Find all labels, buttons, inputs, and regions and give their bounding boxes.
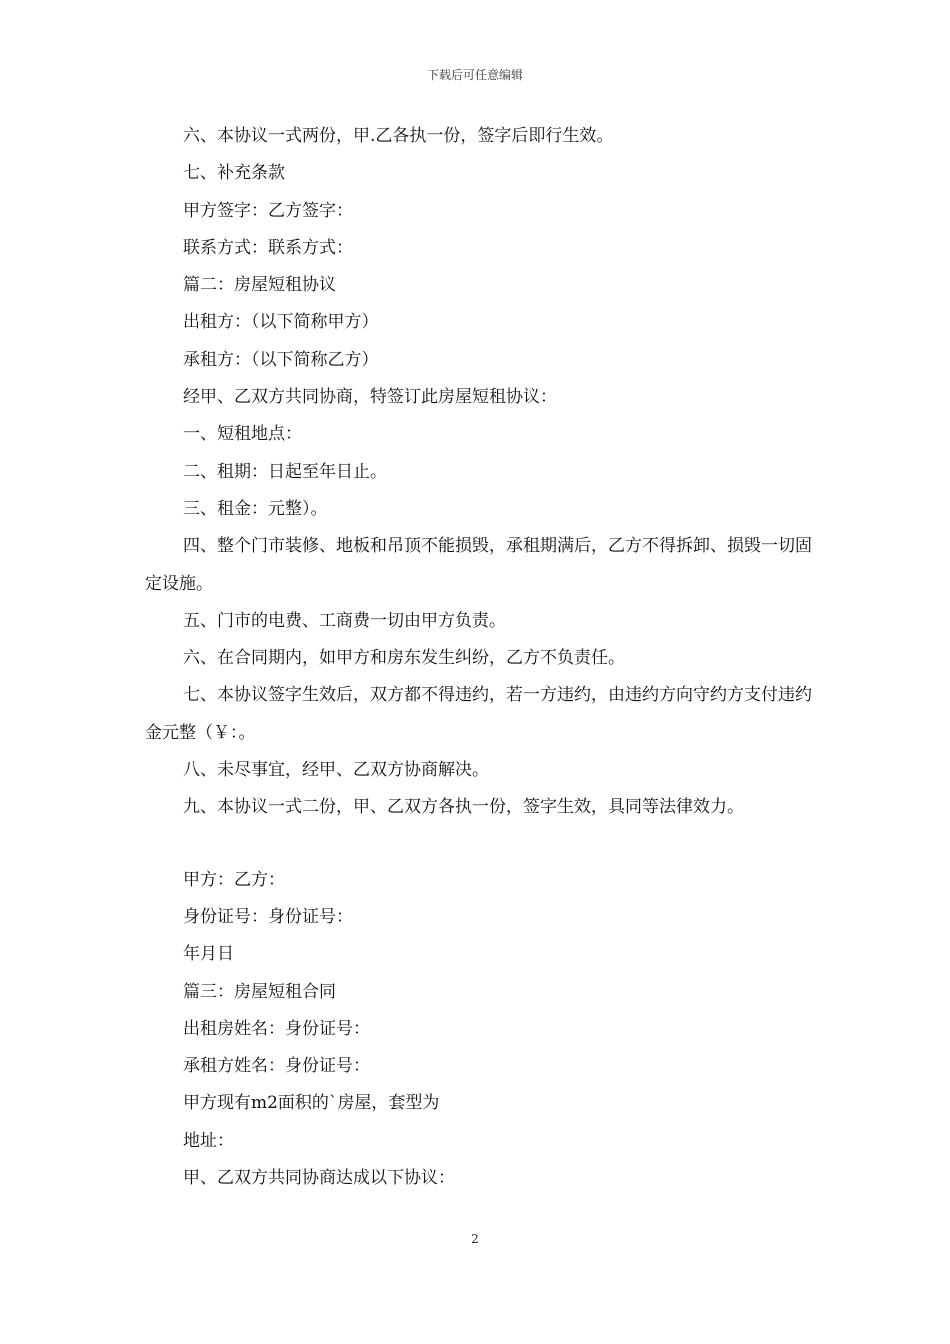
lessor-line: 出租方：（以下简称甲方） — [183, 312, 379, 333]
document-body — [145, 118, 825, 1197]
contact-line: 联系方式：联系方式： — [183, 237, 353, 258]
agreement-intro: 经甲、乙双方共同协商，特签订此房屋短租协议： — [183, 387, 557, 408]
date-line: 年月日 — [183, 944, 234, 965]
clause-7-supplementary: 七、补充条款 — [183, 163, 285, 184]
section-title-part-three: 篇三：房屋短租合同 — [183, 981, 336, 1002]
clause-4-fixtures: 四、整个门市装修、地板和吊顶不能损毁，承租期满后，乙方不得拆卸、损毁一切固定设施。 — [145, 536, 812, 594]
id-number-line: 身份证号：身份证号： — [183, 906, 353, 927]
clause-7-breach: 七、本协议签字生效后，双方都不得违约，若一方违约，由违约方向守约方支付违约金元整（￥：。 — [145, 685, 812, 743]
agreement-intro-part-three: 甲、乙双方共同协商达成以下协议： — [183, 1168, 455, 1189]
clause-6-disputes: 六、在合同期内，如甲方和房东发生纠纷，乙方不负责任。 — [183, 648, 625, 669]
paragraph-spacer — [145, 827, 825, 862]
clause-5-fees: 五、门市的电费、工商费一切由甲方负责。 — [183, 610, 506, 631]
clause-9-copies: 九、本协议一式二份，甲、乙双方各执一份，签字生效，具同等法律效力。 — [183, 797, 744, 818]
lessor-name-line: 出租房姓名：身份证号： — [183, 1018, 370, 1039]
page-header: 下载后可任意编辑 — [426, 68, 523, 82]
section-title-part-two: 篇二：房屋短租协议 — [183, 275, 336, 296]
parties-line: 甲方：乙方： — [183, 869, 285, 890]
clause-6-copies: 六、本协议一式两份，甲.乙各执一份，签字后即行生效。 — [183, 126, 614, 146]
clause-8-matters: 八、未尽事宜，经甲、乙双方协商解决。 — [183, 760, 489, 781]
address-line: 地址： — [183, 1130, 234, 1151]
clause-2-term: 二、租期：日起至年日止。 — [183, 461, 387, 482]
signature-line: 甲方签字：乙方签字： — [183, 200, 353, 221]
property-area-line: 甲方现有m2面积的`房屋，套型为 — [183, 1093, 440, 1114]
lessee-line: 承租方：（以下简称乙方） — [183, 349, 379, 370]
clause-1-location: 一、短租地点： — [183, 424, 302, 445]
lessee-name-line: 承租方姓名：身份证号： — [183, 1056, 370, 1077]
clause-3-rent: 三、租金：元整）。 — [183, 498, 328, 519]
page-number: 2 — [471, 1232, 479, 1246]
